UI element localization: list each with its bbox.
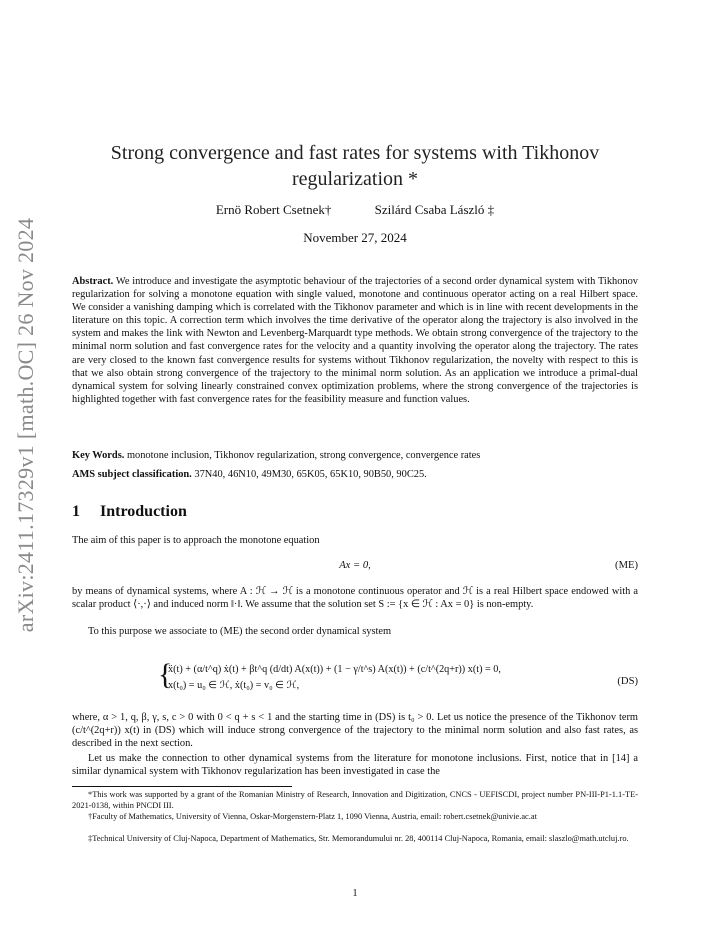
ds-line-2: x(t₀) = u₀ ∈ ℋ, ẋ(t₀) = v₀ ∈ ℋ, [168,680,300,691]
paper-title: Strong convergence and fast rates for systems with Tikhonov regularization * [110,142,600,190]
abstract-text: We introduce and investigate the asymptotic behaviour of the trajectories of a second order dynamical system with Tikhonov regularization for solving a monotone equation with single valued, monotone and continuous operator acting on a real Hilbert space. We consider a vanishing damping which is correlated with the Tikhonov parameter and which is in line with recent developments in the literature on this topic. A correction term which involves the time derivative of the operator along the trajectory is also involved in the system and makes the link with Newton and Levenberg-Marquardt type methods. We obtain strong convergence of the trajectory to the minimal norm solution and fast convergence rates for the velocity and a quantity involving the operator along the trajectory. The rates are very closed to the known fast convergence results for systems without Tikhonov regularization, the novelty with respect to this is that we also obtain strong convergence of the trajectory to the minimal norm solution. As an application we introduce a primal-dual dynamical system for solving linearly constrained convex optimization problems, where the strong convergence of the trajectories is highlighted together with fast convergence rates for the feasibility measure and function values. [72,276,638,405]
author-laszlo: Szilárd Csaba László ‡ [374,202,495,217]
author-csetnek: Ernö Robert Csetnek† [215,202,332,217]
ams-classification: AMS subject classification. 37N40, 46N10, 49M30, 65K05, 65K10, 90B50, 90C25. [72,469,427,480]
ds-line-1: ẍ(t) + (α/t^q) ẋ(t) + βt^q (d/dt) A(x(t)) + (1 − γ/t^s) A(x(t)) + (c/t^(2q+r)) x(t) = 0, [168,664,501,675]
section-heading: 1 Introduction [72,503,187,520]
intro-paragraph-5: Let us make the connection to other dynamical systems from the literature for monotone inclusions. First, notice that in [14] a similar dynamical system with Tikhonov regularization has been investigated in case the [72,753,638,778]
intro-paragraph-2: by means of dynamical systems, where A : ℋ → ℋ is a monotone continuous operator and ℋ is a real Hilbert space endowed with a scalar product ⟨·,·⟩ and induced norm ‖·‖. We assume that the solution set S := {x ∈ ℋ : Ax = 0} is non-empty. [72,586,638,611]
equation-ds: { ẍ(t) + (α/t^q) ẋ(t) + βt^q (d/dt) A(x(t)) + (1 − γ/t^s) A(x(t)) + (c/t^(2q+r)) x(t) = 0, x(t₀) = u₀ ∈ ℋ, ẋ(t₀) = v₀ ∈ ℋ, (DS) [158,658,638,691]
abstract [72,275,638,406]
footnote-funding: *This work was supported by a grant of the Romanian Ministry of Research, Innovation and Digitization, CNCS - UEFISCDI, project number PN-III-P1-1.1-TE-2021-0138, within PNCDI III. [72,790,638,810]
intro-paragraph-1: The aim of this paper is to approach the monotone equation [72,535,320,546]
arxiv-watermark: arXiv:2411.17329v1 [math.OC] 26 Nov 2024 [13,217,38,633]
paper-date: November 27, 2024 [303,230,407,245]
page-number: 1 [352,888,358,899]
keywords: Key Words. monotone inclusion, Tikhonov regularization, strong convergence, convergence rates [72,450,481,461]
footnote-rule [72,786,292,787]
intro-paragraph-3: To this purpose we associate to (ME) the second order dynamical system [88,626,392,637]
authors [72,202,638,218]
abstract-label: Abstract. [72,276,114,287]
intro-paragraph-4: where, α > 1, q, β, γ, s, c > 0 with 0 < q + s < 1 and the starting time in (DS) is t₀ > 0. Let us notice the presence of the Tikhonov term (c/t^(2q+r)) x(t) in (DS) which will induce strong convergence of the trajectory to the minimal norm solution and also fast rates, as described in the next section. [72,712,638,750]
footnote-author1: †Faculty of Mathematics, University of Vienna, Oskar-Morgenstern-Platz 1, 1090 Vienna, Austria, email: robert.csetnek@univie.ac.at [88,812,537,821]
footnote-author2: ‡Technical University of Cluj-Napoca, Department of Mathematics, Str. Memorandumului nr. 28, 400114 Cluj-Napoca, Romania, email: slaszlo@math.utcluj.ro. [88,834,629,843]
